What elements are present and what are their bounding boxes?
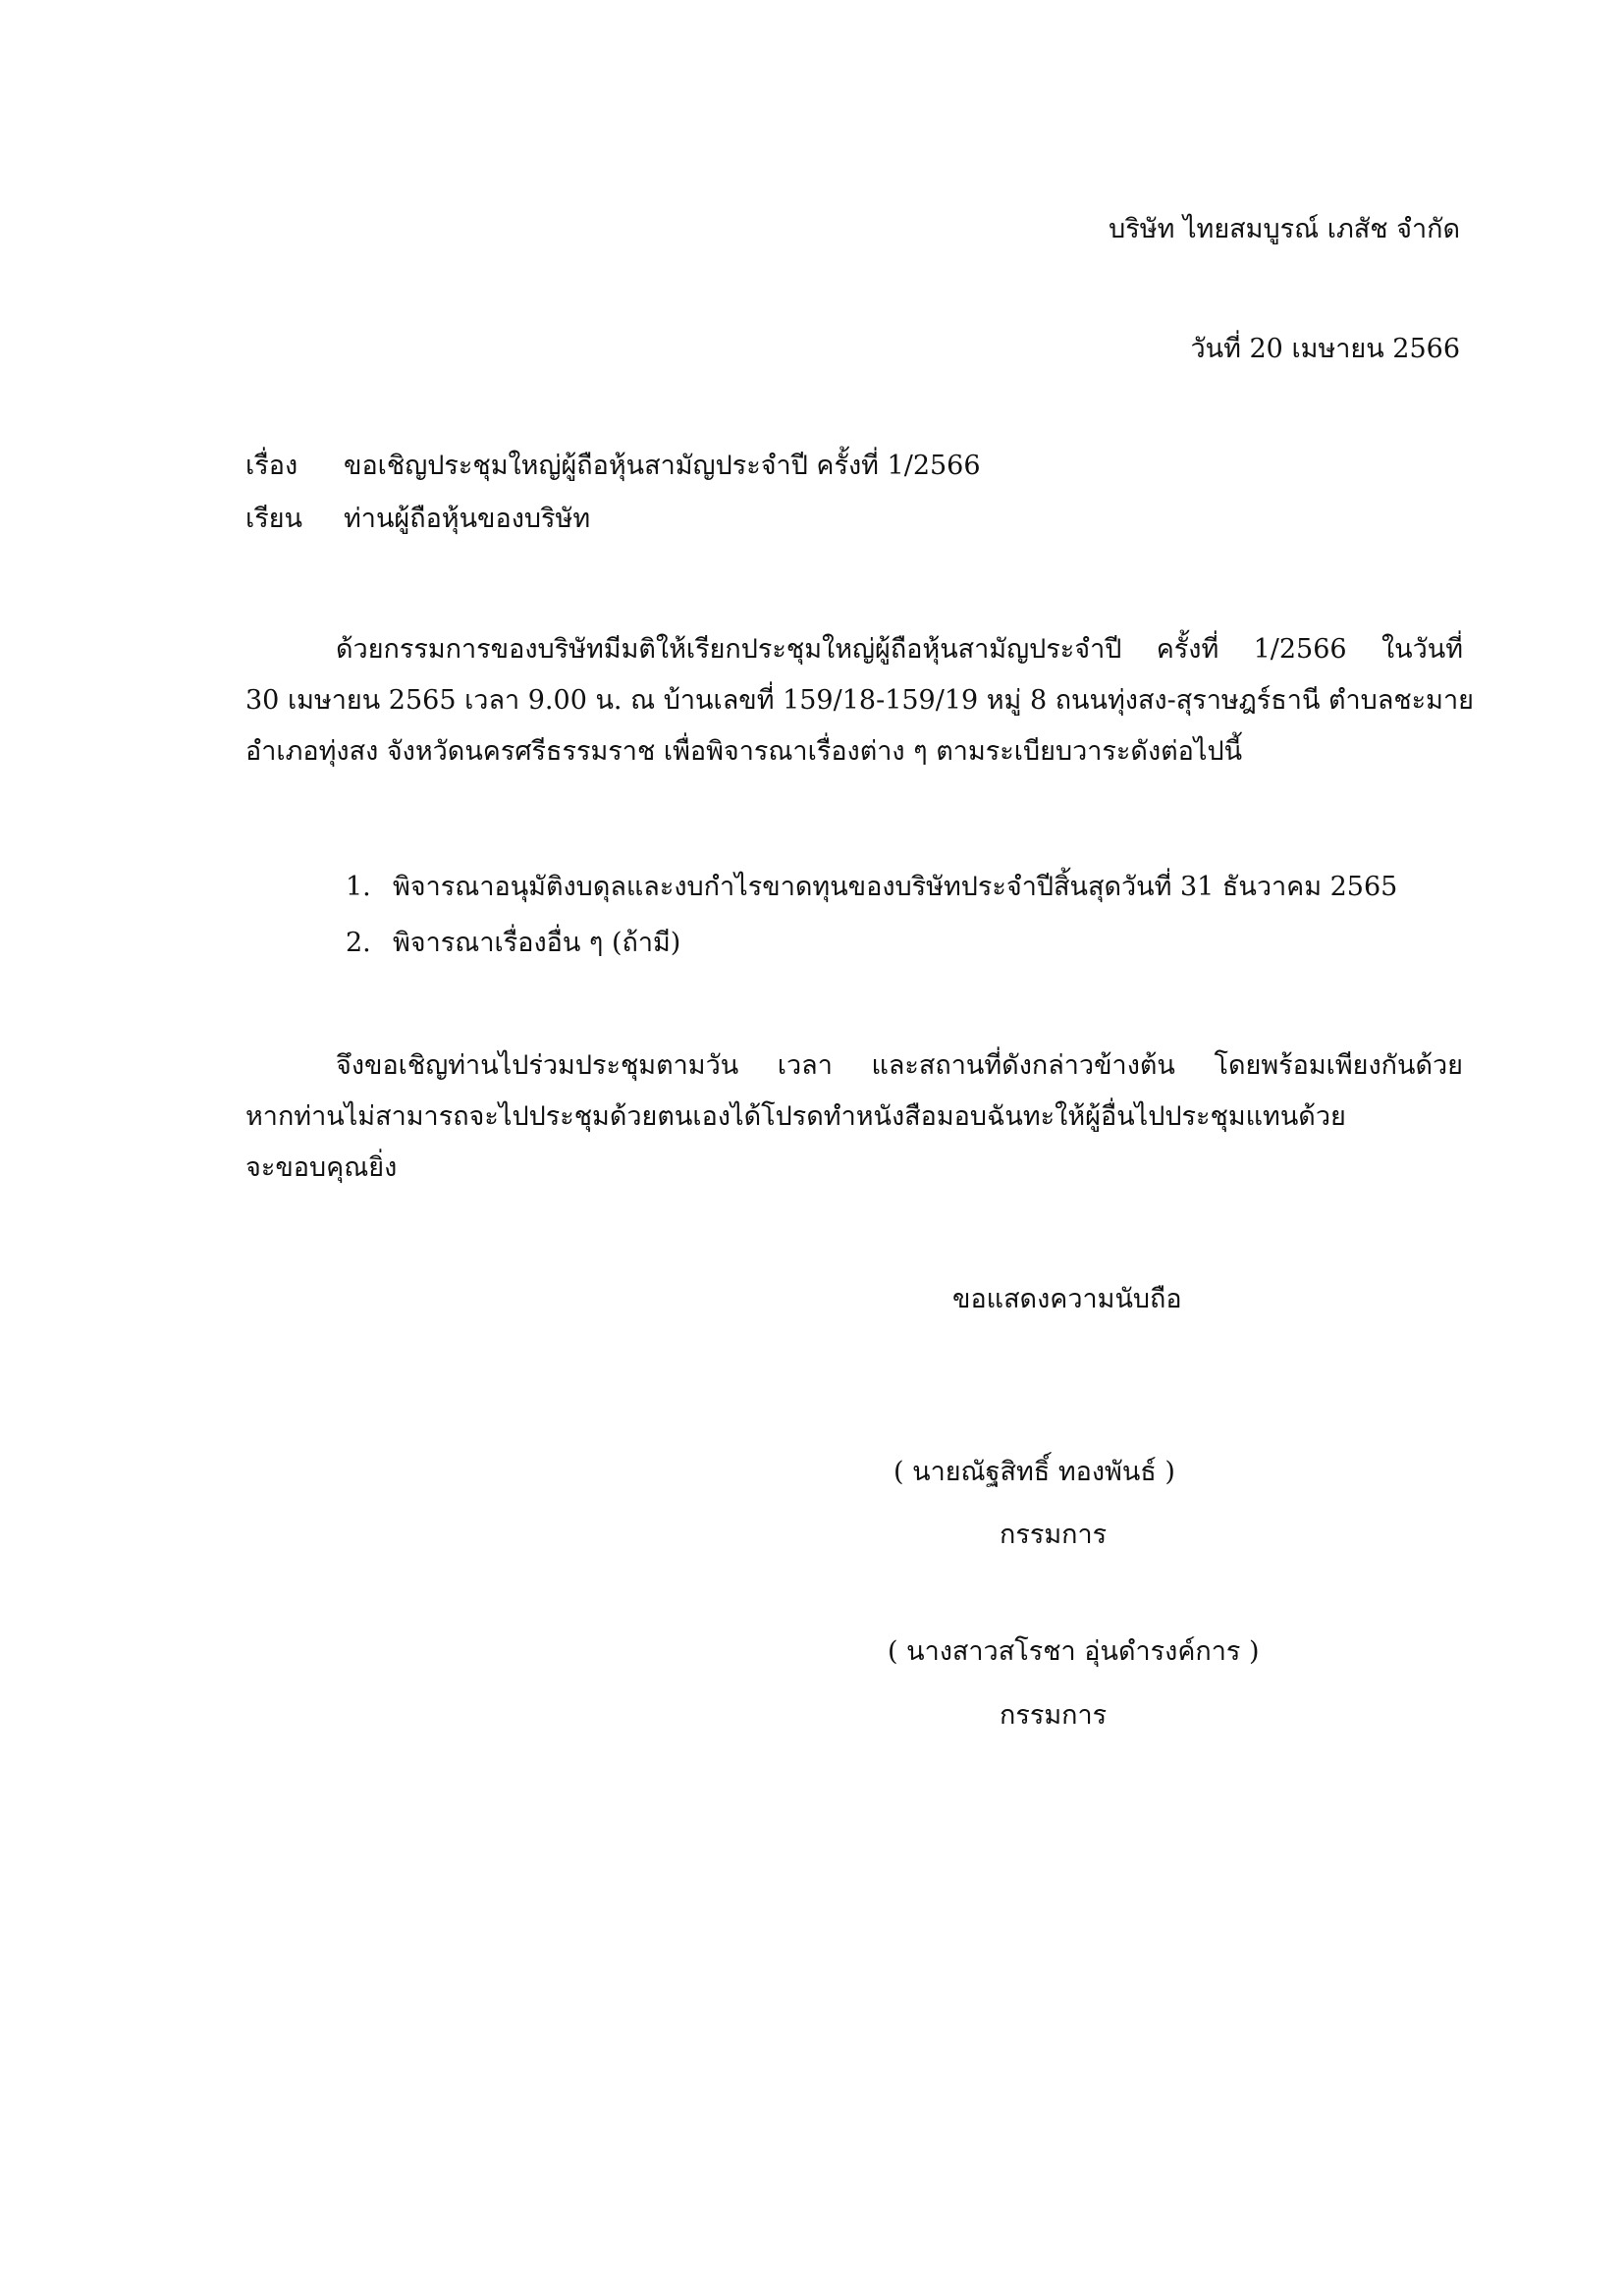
body-line: อำเภอทุ่งสง จังหวัดนครศรีธรรมราช เพื่อพิจารณาเรื่องต่าง ๆ ตามระเบียบวาระดังต่อไปนี้ [245,736,1243,767]
subject-text: ขอเชิญประชุมใหญ่ผู้ถือหุ้นสามัญประจำปี ครั้งที่ 1/2566 [344,451,981,481]
agenda-text: พิจารณาอนุมัติงบดุลและงบกำไรขาดทุนของบริษัทประจำปีสิ้นสุดวันที่ 31 ธันวาคม 2565 [393,872,1398,902]
body-paragraph-2 [245,1041,1463,1194]
body-line: จะขอบคุณยิ่ง [245,1152,398,1183]
signatory-title: กรรมการ [1000,1700,1108,1731]
body-line: 30 เมษายน 2565 เวลา 9.00 น. ณ บ้านเลขที่ 159/18-159/19 หมู่ 8 ถนนทุ่งสง-สุราษฎร์ธานี ตำบลชะมาย [245,685,1474,716]
body-paragraph-1 [245,624,1474,777]
agenda-number: 1. [346,872,371,902]
closing-phrase: ขอแสดงความนับถือ [952,1284,1182,1314]
body-line: ด้วยกรรมการของบริษัทมีมติให้เรียกประชุมใหญ่ผู้ถือหุ้นสามัญประจำปี ครั้งที่ 1/2566 ในวันที่ [336,634,1463,665]
signatory-title: กรรมการ [1000,1520,1108,1550]
salutation-label: เรียน [245,504,303,534]
agenda-number: 2. [346,928,371,958]
body-line: หากท่านไม่สามารถจะไปประชุมด้วยตนเองได้โปรดทำหนังสือมอบฉันทะให้ผู้อื่นไปประชุมแทนด้วย [245,1101,1346,1132]
body-line: จึงขอเชิญท่านไปร่วมประชุมตามวัน เวลา และสถานที่ดังกล่าวข้างต้น โดยพร้อมเพียงกันด้วย [336,1050,1463,1081]
salutation-text: ท่านผู้ถือหุ้นของบริษัท [344,504,591,534]
letter-date: วันที่ 20 เมษายน 2566 [1190,334,1460,364]
signatory-name: ( นายณัฐสิทธิ์ ทองพันธ์ ) [893,1457,1175,1487]
subject-label: เรื่อง [245,451,298,481]
agenda-text: พิจารณาเรื่องอื่น ๆ (ถ้ามี) [393,928,681,958]
company-name: บริษัท ไทยสมบูรณ์ เภสัช จำกัด [1109,214,1460,244]
signatory-name: ( นางสาวสโรชา อุ่นดำรงค์การ ) [888,1636,1260,1667]
